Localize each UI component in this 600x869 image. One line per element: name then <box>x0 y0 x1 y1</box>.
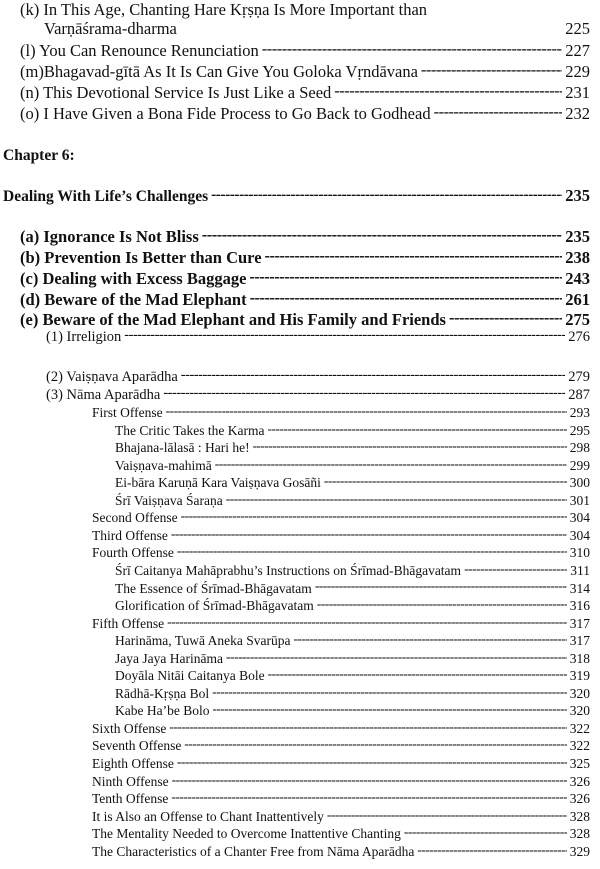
toc-entry-k-line1: (k) In This Age, Chanting Hare Kṛṣṇa Is More Important than <box>20 0 428 19</box>
leader-dots <box>177 545 567 559</box>
leader-dots <box>315 581 567 595</box>
toc-entry-label: Jaya Jaya Harināma <box>115 650 223 666</box>
leader-dots <box>172 774 567 788</box>
chapter-heading: Chapter 6: <box>3 147 75 164</box>
section-entry[interactable] <box>20 227 590 247</box>
toc-entry-label: (d) Beware of the Mad Elephant <box>20 290 247 309</box>
toc-page-number: 243 <box>565 269 590 288</box>
toc-entry-label: (m)Bhagavad-gītā As It Is Can Give You Goloka Vṛndāvana <box>20 62 418 81</box>
leader-dots <box>181 369 565 384</box>
leader-dots <box>212 686 567 700</box>
toc-entry-label: (e) Beware of the Mad Elephant and His Family and Friends <box>20 310 446 329</box>
toc-entry-n[interactable] <box>20 83 590 103</box>
toc-entry-m[interactable] <box>20 62 590 82</box>
toc-page-number: 318 <box>569 650 590 666</box>
toc-page-number: 293 <box>569 405 590 420</box>
leader-dots <box>417 844 566 858</box>
toc-entry-label: (1) Irreligion <box>46 329 122 345</box>
toc-entry-label: Fourth Offense <box>92 545 174 561</box>
toc-entry-label: Ninth Offense <box>92 773 169 789</box>
toc-entry-label: Vaiṣṇava-mahimā <box>115 457 212 473</box>
section-entry[interactable] <box>20 248 590 268</box>
toc-entry-label: Doyāla Nitāi Caitanya Bole <box>115 668 265 684</box>
leader-dots <box>177 756 567 770</box>
leader-dots <box>324 475 567 489</box>
leader-dots <box>166 405 567 419</box>
offense-entry[interactable] <box>92 405 590 421</box>
toc-page-number: 298 <box>569 440 590 456</box>
offense-subentry[interactable] <box>115 668 590 684</box>
offense-subentry[interactable] <box>115 423 590 439</box>
toc-page-number: 235 <box>565 186 590 205</box>
leader-dots <box>334 83 562 101</box>
toc-page-number: 317 <box>569 615 590 631</box>
toc-entry-label: (o) I Have Given a Bona Fide Process to Go Back to Godhead <box>20 104 431 123</box>
toc-entry-label: Second Offense <box>92 510 178 526</box>
toc-entry-label: Sixth Offense <box>92 720 167 736</box>
leader-dots <box>434 104 563 122</box>
toc-entry-label: (2) Vaiṣṇava Aparādha <box>46 369 178 385</box>
offense-subentry[interactable] <box>115 651 590 667</box>
leader-dots <box>212 703 566 717</box>
leader-dots <box>268 668 567 682</box>
toc-page-number: 320 <box>569 685 590 701</box>
toc-page-number: 235 <box>565 227 590 246</box>
leader-dots <box>253 440 567 454</box>
toc-page-number: 320 <box>569 703 590 719</box>
toc-entry-label: Śrī Caitanya Mahāprabhu’s Instructions on Śrīmad-Bhāgavatam <box>115 562 462 578</box>
leader-dots <box>317 598 567 612</box>
leader-dots <box>226 651 567 665</box>
offense-entry[interactable] <box>92 510 590 526</box>
toc-page-number: 238 <box>565 248 590 267</box>
toc-entry-label: Kabe Ha’be Bolo <box>115 703 210 719</box>
leader-dots <box>293 633 566 647</box>
toc-page-number: 329 <box>569 843 590 859</box>
section-entry[interactable] <box>20 269 590 289</box>
offense-entry[interactable] <box>92 844 590 860</box>
toc-page-number: 328 <box>569 826 590 842</box>
offense-entry[interactable] <box>92 545 590 561</box>
offense-subentry[interactable] <box>115 581 590 597</box>
offense-subentry[interactable] <box>115 493 590 509</box>
offense-subentry[interactable] <box>115 563 590 579</box>
offense-entry[interactable] <box>92 756 590 772</box>
toc-page-number: 299 <box>569 457 590 473</box>
toc-page-number: 328 <box>569 808 590 824</box>
toc-page-number: 326 <box>569 773 590 789</box>
leader-dots <box>202 227 562 245</box>
chapter-title-entry[interactable] <box>3 186 590 206</box>
offense-entry[interactable] <box>92 791 590 807</box>
toc-page-number: 231 <box>565 83 590 102</box>
toc-page-number: 276 <box>568 329 590 345</box>
toc-entry-label: The Mentality Needed to Overcome Inattentive Chanting <box>92 826 401 842</box>
toc-entry-label: Fifth Offense <box>92 615 165 631</box>
toc-page-number: 279 <box>568 369 590 385</box>
toc-entry-label: Ei-bāra Karuṇā Kara Vaiṣṇava Gosāñi <box>115 475 321 491</box>
toc-entry-label: Third Offense <box>92 527 168 543</box>
chapter-title: Dealing With Life’s Challenges <box>3 188 209 205</box>
toc-entry-label: (b) Prevention Is Better than Cure <box>20 248 262 267</box>
toc-page-number: 261 <box>565 290 590 309</box>
offense-entry[interactable] <box>92 528 590 544</box>
leader-dots <box>169 721 566 735</box>
toc-entry-label: First Offense <box>92 405 163 420</box>
offense-subentry[interactable] <box>115 440 590 456</box>
toc-page-number: 229 <box>565 62 590 81</box>
toc-entry-label: (c) Dealing with Excess Baggage <box>20 269 247 288</box>
leader-dots <box>421 62 562 80</box>
leader-dots <box>262 41 562 59</box>
leader-dots <box>211 186 562 204</box>
toc-entry-label: Seventh Offense <box>92 738 182 754</box>
offense-entry[interactable] <box>92 826 590 842</box>
subsection-entry[interactable] <box>46 369 590 386</box>
leader-dots <box>249 269 562 287</box>
offense-subentry[interactable] <box>115 633 590 649</box>
toc-entry-label: Eighth Offense <box>92 756 174 771</box>
offense-subentry[interactable] <box>115 458 590 474</box>
leader-dots <box>449 310 562 328</box>
offense-entry[interactable] <box>92 738 590 754</box>
toc-page-number: 300 <box>569 475 590 491</box>
toc-entry-label: Rādhā-Kṛṣṇa Bol <box>115 685 210 701</box>
offense-subentry[interactable] <box>115 475 590 491</box>
leader-dots <box>124 329 565 344</box>
toc-entry-label: Bhajana-lālasā : Hari he! <box>115 440 250 456</box>
toc-page-number: 227 <box>565 41 590 60</box>
toc-page-number: 295 <box>569 422 590 438</box>
toc-page-number: 275 <box>565 310 590 329</box>
offense-subentry[interactable] <box>115 686 590 702</box>
leader-dots <box>226 493 567 507</box>
toc-page-number: 322 <box>569 738 590 754</box>
offense-entry[interactable] <box>92 616 590 632</box>
toc-page-number: 287 <box>568 387 590 403</box>
toc-entry-label: Varṇāśrama-dharma <box>44 19 177 38</box>
toc-entry-label: Glorification of Śrīmad-Bhāgavatam <box>115 598 314 614</box>
toc-entry-label: Tenth Offense <box>92 791 169 807</box>
offense-subentry[interactable] <box>115 703 590 719</box>
toc-entry-label: (n) This Devotional Service Is Just Like a Seed <box>20 83 332 102</box>
toc-entry-l[interactable] <box>20 41 590 61</box>
toc-page-number: 232 <box>565 104 590 123</box>
leader-dots <box>181 510 567 524</box>
toc-page-number: 311 <box>570 562 590 578</box>
toc-entry-label: (3) Nāma Aparādha <box>46 387 161 403</box>
toc-page-number: 322 <box>569 720 590 736</box>
toc-entry-k[interactable] <box>44 19 590 39</box>
toc-entry-label: Harināma, Tuwā Aneka Svarūpa <box>115 633 291 649</box>
toc-page-number: 325 <box>569 756 590 771</box>
toc-entry-label: (a) Ignorance Is Not Bliss <box>20 227 199 246</box>
toc-entry-o[interactable] <box>20 104 590 124</box>
toc-entry-label: (l) You Can Renounce Renunciation <box>20 41 259 60</box>
subsection-entry[interactable] <box>46 329 590 346</box>
toc-page-number: 326 <box>569 791 590 807</box>
toc-page-number: 304 <box>569 527 590 543</box>
toc-page-number: 304 <box>569 510 590 526</box>
offense-entry[interactable] <box>92 774 590 790</box>
subsection-entry[interactable] <box>46 387 590 404</box>
offense-entry[interactable] <box>92 809 590 825</box>
toc-page-number: 319 <box>569 668 590 684</box>
toc-page-number: 314 <box>569 580 590 596</box>
leader-dots <box>171 791 566 805</box>
toc-entry-label: The Characteristics of a Chanter Free from Nāma Aparādha <box>92 843 415 859</box>
leader-dots <box>265 248 563 266</box>
toc-entry-label: The Critic Takes the Karma <box>115 422 265 438</box>
toc-entry-label: The Essence of Śrīmad-Bhāgavatam <box>115 580 312 596</box>
leader-dots <box>268 423 567 437</box>
toc-page-number: 317 <box>569 633 590 649</box>
toc-page-number: 310 <box>569 545 590 561</box>
leader-dots <box>404 826 567 840</box>
section-entry[interactable] <box>20 310 590 330</box>
toc-page-number: 316 <box>569 598 590 614</box>
toc-page-number: 301 <box>569 492 590 508</box>
leader-dots <box>163 387 565 402</box>
offense-subentry[interactable] <box>115 598 590 614</box>
leader-dots <box>215 458 567 472</box>
leader-dots <box>171 528 567 542</box>
toc-entry-label: It is Also an Offense to Chant Inattentively <box>92 808 324 824</box>
leader-dots <box>250 290 563 308</box>
leader-dots <box>184 738 566 752</box>
leader-dots <box>167 616 567 630</box>
section-entry[interactable] <box>20 290 590 310</box>
toc-page-number: 225 <box>565 19 590 38</box>
toc-entry-label: Śrī Vaiṣṇava Śaraṇa <box>115 492 223 508</box>
offense-entry[interactable] <box>92 721 590 737</box>
leader-dots <box>327 809 567 823</box>
leader-dots <box>464 563 567 577</box>
